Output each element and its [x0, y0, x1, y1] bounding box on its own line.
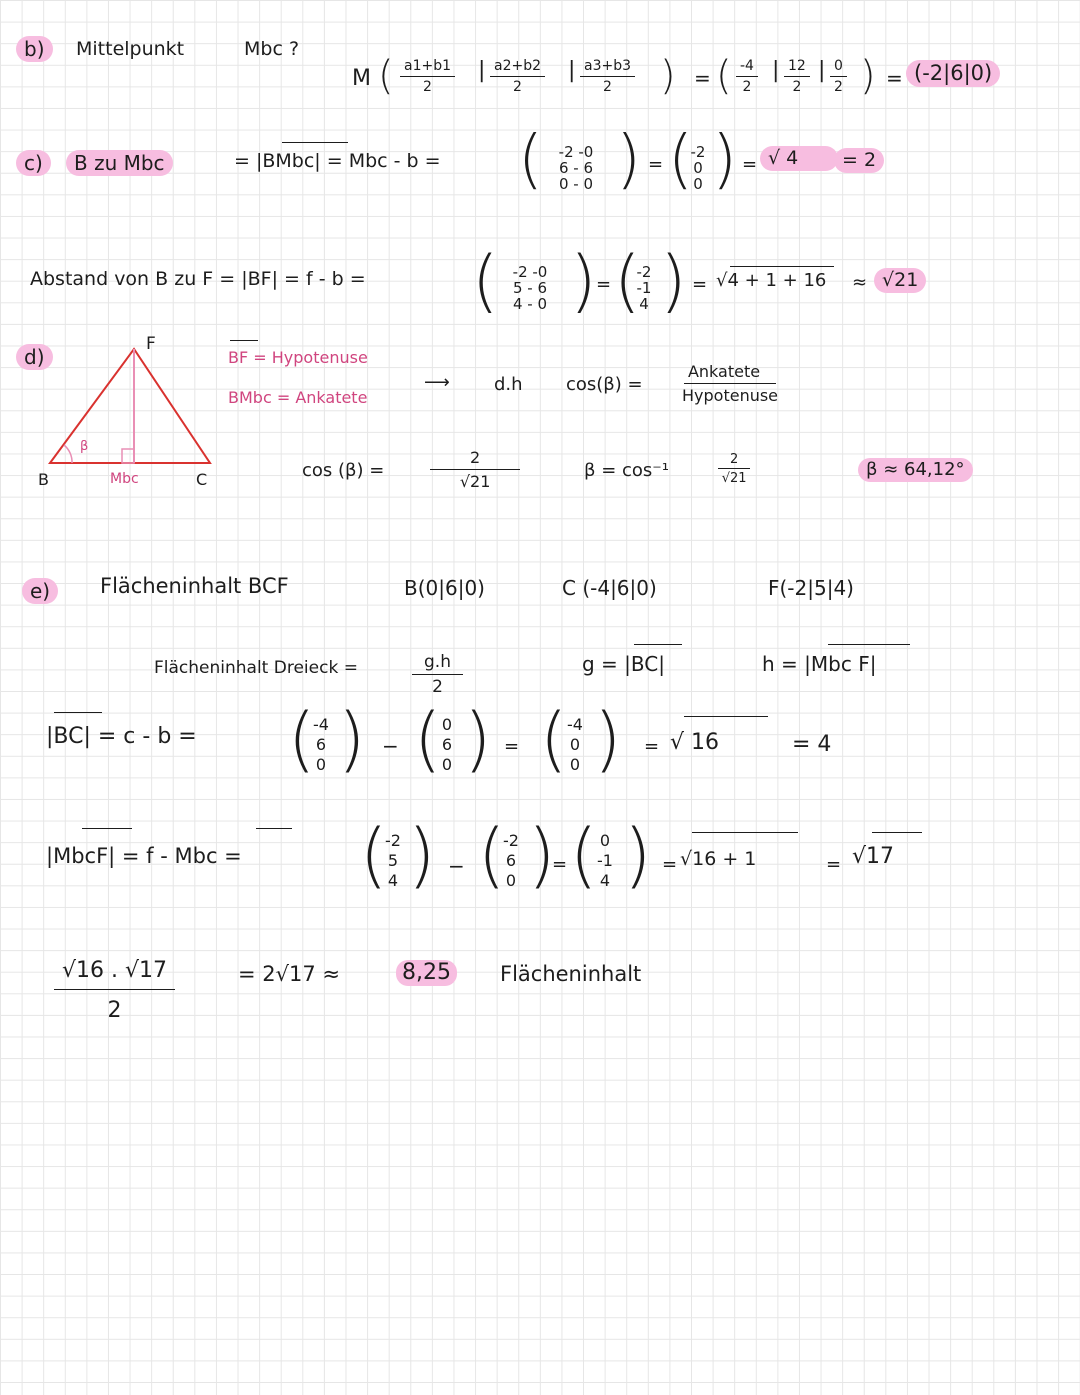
- final-fraction: $\frac{√16 . √17}{2}$: [54, 958, 175, 1023]
- part-c-equation: = |BMbc| = Mbc - b =: [234, 150, 441, 172]
- paren-open: (: [570, 814, 598, 896]
- paren-open: (: [540, 698, 568, 780]
- frac-1: $\frac{a1+b1}{2}$: [400, 58, 455, 95]
- part-c-title: B zu Mbc: [66, 150, 173, 176]
- sqrt-bar: [684, 716, 768, 717]
- cos-fraction: Ankatete Hypotenuse: [682, 362, 779, 405]
- cos-label: cos(β) =: [566, 374, 643, 395]
- part-e-title: Flächeninhalt BCF: [100, 574, 289, 598]
- vector-arrow: [82, 828, 132, 829]
- paren-close: ): [408, 814, 436, 896]
- vector-arrow: [634, 644, 682, 645]
- mf-result: √17: [852, 844, 895, 869]
- h-definition: h = |Mbc F|: [762, 652, 877, 676]
- bc-result: = 4: [792, 732, 832, 757]
- minus: −: [448, 854, 465, 878]
- paren-close: ): [660, 53, 676, 99]
- paren-open: (: [288, 698, 316, 780]
- triangle-shape: [50, 349, 210, 463]
- mf-sqrt: √16 + 1: [680, 848, 757, 870]
- mf-label: |MbcF| = f - Mbc =: [46, 844, 242, 868]
- frac-5: $\frac{12}{2}$: [784, 58, 810, 95]
- vector-arrow: [256, 828, 292, 829]
- right-angle-mark: [122, 449, 134, 463]
- mf-vector-2: -2 6 0: [503, 831, 519, 890]
- vertex-C: C: [196, 470, 208, 489]
- g-definition: g = |BC|: [582, 652, 665, 676]
- beta-result: β ≈ 64,12°: [858, 458, 973, 482]
- paren-open: (: [378, 53, 394, 99]
- paren-open: (: [472, 242, 499, 321]
- paren-close: ): [594, 698, 622, 780]
- bc-vector-1: -4 6 0: [313, 715, 329, 774]
- point-B: B(0|6|0): [404, 576, 485, 600]
- midpoint-result: (-2|6|0): [906, 60, 1000, 87]
- equals: =: [826, 854, 842, 875]
- frac-4: $\frac{-4}{2}$: [736, 58, 758, 95]
- abstand-result: √21: [874, 268, 926, 293]
- equals: =: [552, 854, 568, 875]
- sqrt-bar: [730, 266, 834, 267]
- final-value: 8,25: [396, 960, 457, 986]
- mf-vector-1: -2 5 4: [385, 831, 401, 890]
- bc-label: |BC| = c - b =: [46, 724, 197, 749]
- part-b-title: Mittelpunkt: [76, 38, 185, 60]
- vector-arrow: [54, 712, 102, 713]
- final-equation: = 2√17 ≈: [238, 962, 341, 986]
- abstand-label: Abstand von B zu F = |BF| = f - b =: [30, 268, 366, 290]
- frac-6: $\frac{0}{2}$: [830, 58, 847, 95]
- vector-arrow: [230, 340, 258, 341]
- distance-result: = 2: [834, 148, 884, 173]
- sqrt-highlight: √ 4: [760, 146, 838, 171]
- paren-open: (: [414, 698, 442, 780]
- vertex-F: F: [146, 334, 156, 354]
- angle-arc: [64, 445, 72, 463]
- sqrt-bar: [872, 832, 922, 833]
- point-F: F(-2|5|4): [768, 576, 854, 600]
- separator: |: [818, 58, 826, 83]
- equals: =: [644, 736, 660, 757]
- paren-close: ): [712, 123, 737, 197]
- sqrt-expression: √4 + 1 + 16: [716, 270, 827, 291]
- cos-eq-label: cos (β) =: [302, 460, 385, 481]
- paren-close: ): [624, 814, 652, 896]
- vector-1: -2 -0 6 - 6 0 - 0: [558, 143, 594, 193]
- part-b-label: b): [16, 36, 53, 62]
- vector-arrow: [282, 142, 348, 143]
- separator: |: [772, 58, 780, 83]
- minus: −: [382, 734, 399, 758]
- bc-vector-2: 0 6 0: [441, 715, 453, 774]
- beta-eq-label: β = cos⁻¹: [584, 460, 670, 481]
- paren-close: ): [860, 53, 876, 99]
- mf-vector-3: 0 -1 4: [597, 831, 613, 890]
- paren-close: ): [660, 242, 687, 321]
- equals: =: [648, 154, 664, 175]
- vector-3: -2 -0 5 - 6 4 - 0: [512, 263, 548, 313]
- ankatete-def: BMbc = Ankatete: [228, 388, 368, 407]
- midpoint-symbol: M: [352, 66, 371, 91]
- cos-value: $\frac{2}{√21}$: [430, 448, 520, 491]
- point-C: C (-4|6|0): [562, 576, 657, 600]
- sqrt-bar: [692, 832, 798, 833]
- vertex-B: B: [38, 470, 49, 489]
- equals: =: [742, 154, 758, 175]
- part-b-subject: Mbc ?: [244, 38, 300, 60]
- paren-open: (: [668, 123, 693, 197]
- area-formula-label: Flächeninhalt Dreieck =: [154, 658, 358, 678]
- paren-close: ): [464, 698, 492, 780]
- angle-beta: β: [80, 439, 89, 454]
- part-c-label: c): [16, 150, 51, 176]
- equals: =: [596, 274, 612, 295]
- vector-arrow: [828, 644, 910, 645]
- equals: =: [662, 854, 678, 875]
- separator: |: [478, 58, 486, 83]
- area-fraction: $\frac{g.h}{2}$: [412, 652, 463, 697]
- paren-open: (: [478, 814, 506, 896]
- paren-open: (: [518, 123, 543, 197]
- arrow-symbol: ⟶: [424, 372, 450, 393]
- dh-label: d.h: [494, 374, 523, 395]
- frac-3: $\frac{a3+b3}{2}$: [580, 58, 635, 95]
- beta-fraction: $\frac{2}{√21}$: [718, 452, 750, 486]
- paren-open: (: [360, 814, 388, 896]
- part-d-label: d): [16, 344, 53, 370]
- vector-2: -2 0 0: [690, 143, 706, 193]
- paren-close: ): [616, 123, 641, 197]
- hypotenuse-def: BF = Hypotenuse: [228, 348, 368, 367]
- vector-4: -2 -1 4: [636, 263, 652, 313]
- equals: ≈: [852, 272, 868, 293]
- part-e-label: e): [22, 578, 58, 604]
- separator: |: [568, 58, 576, 83]
- bc-sqrt: √ 16: [670, 730, 720, 755]
- paren-open: (: [614, 242, 641, 321]
- paren-close: ): [570, 242, 597, 321]
- final-label: Flächeninhalt: [500, 962, 642, 986]
- equals: =: [886, 66, 903, 90]
- equals: =: [504, 736, 520, 757]
- paren-close: ): [528, 814, 556, 896]
- frac-2: $\frac{a2+b2}{2}$: [490, 58, 545, 95]
- paren-close: ): [338, 698, 366, 780]
- bc-vector-3: -4 0 0: [567, 715, 583, 774]
- vertex-Mbc: Mbc: [110, 471, 139, 487]
- equals: =: [692, 274, 708, 295]
- equals: =: [694, 66, 711, 90]
- paren-open: (: [716, 53, 732, 99]
